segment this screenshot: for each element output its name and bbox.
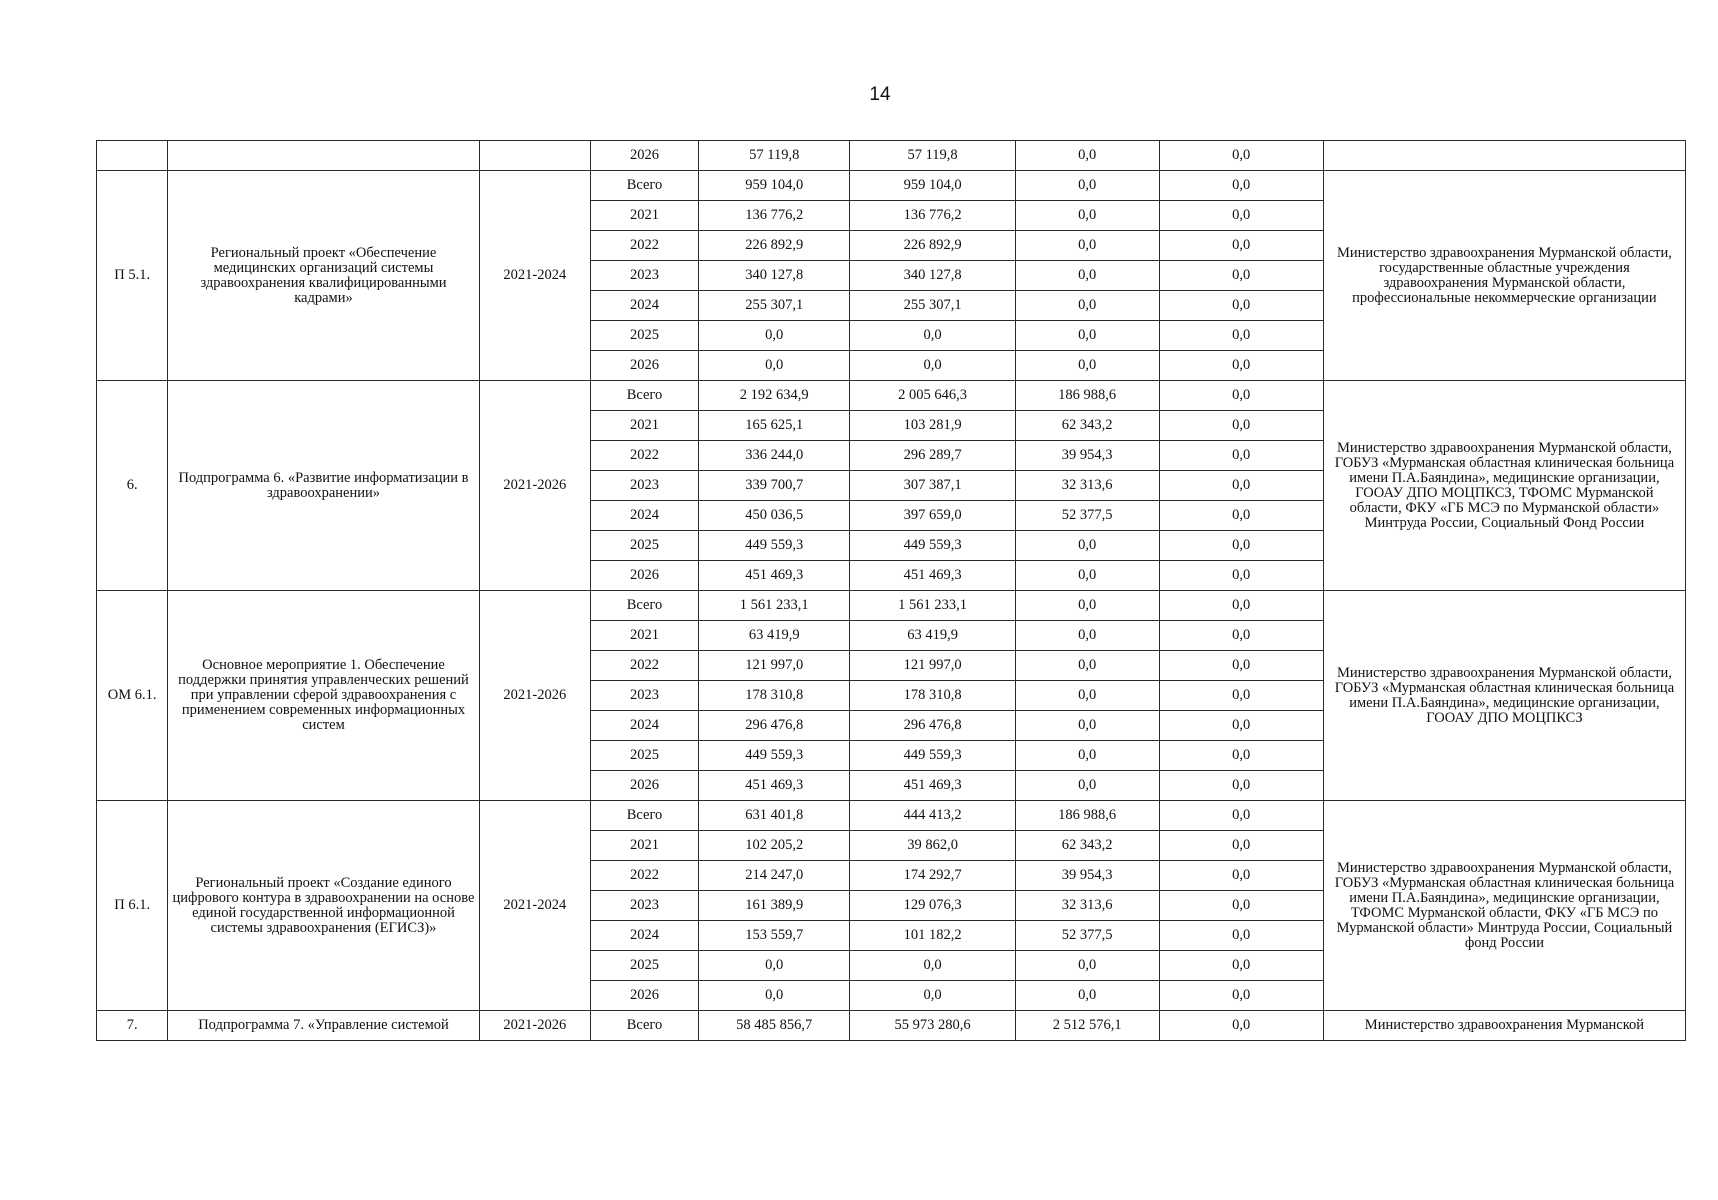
amount-cell: 0,0 bbox=[1159, 591, 1323, 621]
amount-cell: 161 389,9 bbox=[699, 891, 850, 921]
amount-cell: 0,0 bbox=[1015, 681, 1159, 711]
year-cell: 2026 bbox=[590, 771, 698, 801]
amount-cell: 121 997,0 bbox=[850, 651, 1015, 681]
amount-cell: 0,0 bbox=[850, 951, 1015, 981]
amount-cell: 0,0 bbox=[1159, 441, 1323, 471]
period-cell: 2021-2026 bbox=[479, 381, 590, 591]
code-cell: ОМ 6.1. bbox=[97, 591, 168, 801]
page-number: 14 bbox=[869, 84, 891, 105]
amount-cell: 55 973 280,6 bbox=[850, 1011, 1015, 1041]
amount-cell: 444 413,2 bbox=[850, 801, 1015, 831]
year-cell: 2024 bbox=[590, 291, 698, 321]
amount-cell: 959 104,0 bbox=[850, 171, 1015, 201]
executors-cell: Министерство здравоохранения Мурманской bbox=[1323, 1011, 1685, 1041]
amount-cell: 57 119,8 bbox=[850, 141, 1015, 171]
year-cell: 2023 bbox=[590, 471, 698, 501]
amount-cell: 0,0 bbox=[1159, 831, 1323, 861]
code-cell: П 5.1. bbox=[97, 171, 168, 381]
period-cell: 2021-2026 bbox=[479, 1011, 590, 1041]
amount-cell: 226 892,9 bbox=[850, 231, 1015, 261]
amount-cell: 296 289,7 bbox=[850, 441, 1015, 471]
year-cell: 2026 bbox=[590, 561, 698, 591]
amount-cell: 0,0 bbox=[1159, 681, 1323, 711]
amount-cell: 52 377,5 bbox=[1015, 501, 1159, 531]
code-cell: П 6.1. bbox=[97, 801, 168, 1011]
amount-cell: 0,0 bbox=[1159, 621, 1323, 651]
amount-cell: 0,0 bbox=[850, 351, 1015, 381]
year-cell: 2026 bbox=[590, 351, 698, 381]
amount-cell: 0,0 bbox=[699, 981, 850, 1011]
amount-cell: 178 310,8 bbox=[850, 681, 1015, 711]
amount-cell: 136 776,2 bbox=[850, 201, 1015, 231]
period-cell: 2021-2024 bbox=[479, 171, 590, 381]
name-cell: Подпрограмма 6. «Развитие информатизации в здравоохранении» bbox=[168, 381, 479, 591]
amount-cell: 0,0 bbox=[1015, 171, 1159, 201]
year-cell: Всего bbox=[590, 591, 698, 621]
amount-cell: 62 343,2 bbox=[1015, 411, 1159, 441]
amount-cell: 0,0 bbox=[1015, 591, 1159, 621]
year-cell: 2025 bbox=[590, 531, 698, 561]
amount-cell: 0,0 bbox=[850, 981, 1015, 1011]
amount-cell: 0,0 bbox=[1015, 741, 1159, 771]
amount-cell: 214 247,0 bbox=[699, 861, 850, 891]
amount-cell: 129 076,3 bbox=[850, 891, 1015, 921]
amount-cell: 58 485 856,7 bbox=[699, 1011, 850, 1041]
executors-cell: Министерство здравоохранения Мурманской области, ГОБУЗ «Мурманская областная клиническая больница имени П.А.Баяндина», медицинские организации, ТФОМС Мурманской области, ФКУ «ГБ МСЭ по Мурманской области» Минтруда России, Социальный фонд России bbox=[1323, 801, 1685, 1011]
amount-cell: 307 387,1 bbox=[850, 471, 1015, 501]
amount-cell: 0,0 bbox=[1159, 951, 1323, 981]
amount-cell: 0,0 bbox=[1015, 711, 1159, 741]
amount-cell: 39 954,3 bbox=[1015, 441, 1159, 471]
amount-cell: 1 561 233,1 bbox=[699, 591, 850, 621]
amount-cell: 0,0 bbox=[1159, 771, 1323, 801]
amount-cell: 0,0 bbox=[1159, 291, 1323, 321]
amount-cell: 0,0 bbox=[1015, 651, 1159, 681]
year-cell: 2021 bbox=[590, 201, 698, 231]
year-cell: Всего bbox=[590, 1011, 698, 1041]
year-cell: 2024 bbox=[590, 501, 698, 531]
amount-cell: 186 988,6 bbox=[1015, 801, 1159, 831]
amount-cell: 0,0 bbox=[1159, 321, 1323, 351]
amount-cell: 0,0 bbox=[1159, 381, 1323, 411]
amount-cell: 0,0 bbox=[1015, 621, 1159, 651]
amount-cell: 340 127,8 bbox=[850, 261, 1015, 291]
name-cell: Региональный проект «Обеспечение медицинских организаций системы здравоохранения квалифицированными кадрами» bbox=[168, 171, 479, 381]
amount-cell: 101 182,2 bbox=[850, 921, 1015, 951]
year-cell: 2024 bbox=[590, 921, 698, 951]
amount-cell: 451 469,3 bbox=[850, 561, 1015, 591]
amount-cell: 153 559,7 bbox=[699, 921, 850, 951]
table-row bbox=[97, 141, 1686, 171]
amount-cell: 186 988,6 bbox=[1015, 381, 1159, 411]
amount-cell: 63 419,9 bbox=[850, 621, 1015, 651]
year-cell: 2025 bbox=[590, 321, 698, 351]
table-row bbox=[97, 801, 1686, 831]
amount-cell: 32 313,6 bbox=[1015, 891, 1159, 921]
amount-cell: 178 310,8 bbox=[699, 681, 850, 711]
amount-cell: 0,0 bbox=[1159, 351, 1323, 381]
amount-cell: 959 104,0 bbox=[699, 171, 850, 201]
amount-cell: 63 419,9 bbox=[699, 621, 850, 651]
amount-cell: 2 192 634,9 bbox=[699, 381, 850, 411]
table-row bbox=[97, 1011, 1686, 1041]
amount-cell: 0,0 bbox=[850, 321, 1015, 351]
amount-cell: 0,0 bbox=[1015, 201, 1159, 231]
amount-cell: 296 476,8 bbox=[699, 711, 850, 741]
amount-cell: 103 281,9 bbox=[850, 411, 1015, 441]
amount-cell: 0,0 bbox=[1015, 141, 1159, 171]
year-cell: 2021 bbox=[590, 831, 698, 861]
year-cell: 2026 bbox=[590, 981, 698, 1011]
amount-cell: 62 343,2 bbox=[1015, 831, 1159, 861]
year-cell: 2025 bbox=[590, 951, 698, 981]
amount-cell: 0,0 bbox=[1159, 921, 1323, 951]
amount-cell: 0,0 bbox=[1159, 801, 1323, 831]
amount-cell: 2 512 576,1 bbox=[1015, 1011, 1159, 1041]
table-row bbox=[97, 381, 1686, 411]
year-cell: 2021 bbox=[590, 411, 698, 441]
amount-cell: 1 561 233,1 bbox=[850, 591, 1015, 621]
amount-cell: 451 469,3 bbox=[850, 771, 1015, 801]
amount-cell: 0,0 bbox=[1015, 351, 1159, 381]
year-cell: 2024 bbox=[590, 711, 698, 741]
amount-cell: 449 559,3 bbox=[850, 741, 1015, 771]
amount-cell: 296 476,8 bbox=[850, 711, 1015, 741]
amount-cell: 0,0 bbox=[1015, 321, 1159, 351]
year-cell: 2023 bbox=[590, 261, 698, 291]
code-cell bbox=[97, 141, 168, 171]
executors-cell bbox=[1323, 141, 1685, 171]
period-cell: 2021-2024 bbox=[479, 801, 590, 1011]
code-cell: 7. bbox=[97, 1011, 168, 1041]
amount-cell: 121 997,0 bbox=[699, 651, 850, 681]
year-cell: 2025 bbox=[590, 741, 698, 771]
amount-cell: 0,0 bbox=[1159, 201, 1323, 231]
year-cell: 2022 bbox=[590, 441, 698, 471]
amount-cell: 0,0 bbox=[1159, 261, 1323, 291]
amount-cell: 102 205,2 bbox=[699, 831, 850, 861]
amount-cell: 0,0 bbox=[1015, 231, 1159, 261]
amount-cell: 2 005 646,3 bbox=[850, 381, 1015, 411]
year-cell: 2023 bbox=[590, 891, 698, 921]
year-cell: 2022 bbox=[590, 231, 698, 261]
period-cell: 2021-2026 bbox=[479, 591, 590, 801]
amount-cell: 450 036,5 bbox=[699, 501, 850, 531]
amount-cell: 449 559,3 bbox=[699, 531, 850, 561]
year-cell: 2023 bbox=[590, 681, 698, 711]
amount-cell: 174 292,7 bbox=[850, 861, 1015, 891]
amount-cell: 165 625,1 bbox=[699, 411, 850, 441]
name-cell: Основное мероприятие 1. Обеспечение поддержки принятия управленческих решений при управлении сферой здравоохранения с применением современных информационных систем bbox=[168, 591, 479, 801]
amount-cell: 0,0 bbox=[699, 951, 850, 981]
amount-cell: 449 559,3 bbox=[699, 741, 850, 771]
amount-cell: 0,0 bbox=[699, 351, 850, 381]
amount-cell: 0,0 bbox=[1015, 531, 1159, 561]
year-cell: 2026 bbox=[590, 141, 698, 171]
amount-cell: 336 244,0 bbox=[699, 441, 850, 471]
year-cell: 2021 bbox=[590, 621, 698, 651]
amount-cell: 0,0 bbox=[1015, 261, 1159, 291]
code-cell: 6. bbox=[97, 381, 168, 591]
amount-cell: 0,0 bbox=[1015, 981, 1159, 1011]
amount-cell: 0,0 bbox=[1159, 471, 1323, 501]
amount-cell: 0,0 bbox=[1159, 1011, 1323, 1041]
table-row bbox=[97, 591, 1686, 621]
year-cell: 2022 bbox=[590, 861, 698, 891]
amount-cell: 0,0 bbox=[1015, 561, 1159, 591]
name-cell: Подпрограмма 7. «Управление системой bbox=[168, 1011, 479, 1041]
amount-cell: 0,0 bbox=[1159, 651, 1323, 681]
amount-cell: 0,0 bbox=[1159, 561, 1323, 591]
table-row bbox=[97, 171, 1686, 201]
amount-cell: 39 954,3 bbox=[1015, 861, 1159, 891]
executors-cell: Министерство здравоохранения Мурманской области, государственные областные учреждения здравоохранения Мурманской области, профессиональные некоммерческие организации bbox=[1323, 171, 1685, 381]
amount-cell: 0,0 bbox=[1159, 861, 1323, 891]
amount-cell: 226 892,9 bbox=[699, 231, 850, 261]
amount-cell: 32 313,6 bbox=[1015, 471, 1159, 501]
amount-cell: 397 659,0 bbox=[850, 501, 1015, 531]
year-cell: Всего bbox=[590, 171, 698, 201]
amount-cell: 631 401,8 bbox=[699, 801, 850, 831]
year-cell: Всего bbox=[590, 381, 698, 411]
amount-cell: 339 700,7 bbox=[699, 471, 850, 501]
amount-cell: 255 307,1 bbox=[850, 291, 1015, 321]
year-cell: Всего bbox=[590, 801, 698, 831]
amount-cell: 0,0 bbox=[1015, 951, 1159, 981]
amount-cell: 0,0 bbox=[699, 321, 850, 351]
budget-table bbox=[96, 140, 1686, 1041]
amount-cell: 0,0 bbox=[1159, 531, 1323, 561]
amount-cell: 0,0 bbox=[1159, 981, 1323, 1011]
amount-cell: 39 862,0 bbox=[850, 831, 1015, 861]
executors-cell: Министерство здравоохранения Мурманской области, ГОБУЗ «Мурманская областная клиническая больница имени П.А.Баяндина», медицинские организации, ГООАУ ДПО МОЦПКСЗ, ТФОМС Мурманской области, ФКУ «ГБ МСЭ по Мурманской области» Минтруда России, Социальный Фонд России bbox=[1323, 381, 1685, 591]
amount-cell: 136 776,2 bbox=[699, 201, 850, 231]
amount-cell: 52 377,5 bbox=[1015, 921, 1159, 951]
amount-cell: 0,0 bbox=[1159, 141, 1323, 171]
amount-cell: 451 469,3 bbox=[699, 771, 850, 801]
amount-cell: 451 469,3 bbox=[699, 561, 850, 591]
amount-cell: 255 307,1 bbox=[699, 291, 850, 321]
amount-cell: 0,0 bbox=[1015, 771, 1159, 801]
period-cell bbox=[479, 141, 590, 171]
amount-cell: 0,0 bbox=[1159, 711, 1323, 741]
name-cell: Региональный проект «Создание единого цифрового контура в здравоохранении на основе единой государственной информационной системы здравоохранения (ЕГИСЗ)» bbox=[168, 801, 479, 1011]
amount-cell: 57 119,8 bbox=[699, 141, 850, 171]
amount-cell: 0,0 bbox=[1159, 411, 1323, 441]
executors-cell: Министерство здравоохранения Мурманской области, ГОБУЗ «Мурманская областная клиническая больница имени П.А.Баяндина», медицинские организации, ГООАУ ДПО МОЦПКСЗ bbox=[1323, 591, 1685, 801]
amount-cell: 340 127,8 bbox=[699, 261, 850, 291]
amount-cell: 0,0 bbox=[1159, 231, 1323, 261]
amount-cell: 0,0 bbox=[1159, 171, 1323, 201]
amount-cell: 0,0 bbox=[1159, 891, 1323, 921]
year-cell: 2022 bbox=[590, 651, 698, 681]
amount-cell: 449 559,3 bbox=[850, 531, 1015, 561]
amount-cell: 0,0 bbox=[1159, 501, 1323, 531]
amount-cell: 0,0 bbox=[1015, 291, 1159, 321]
name-cell bbox=[168, 141, 479, 171]
amount-cell: 0,0 bbox=[1159, 741, 1323, 771]
